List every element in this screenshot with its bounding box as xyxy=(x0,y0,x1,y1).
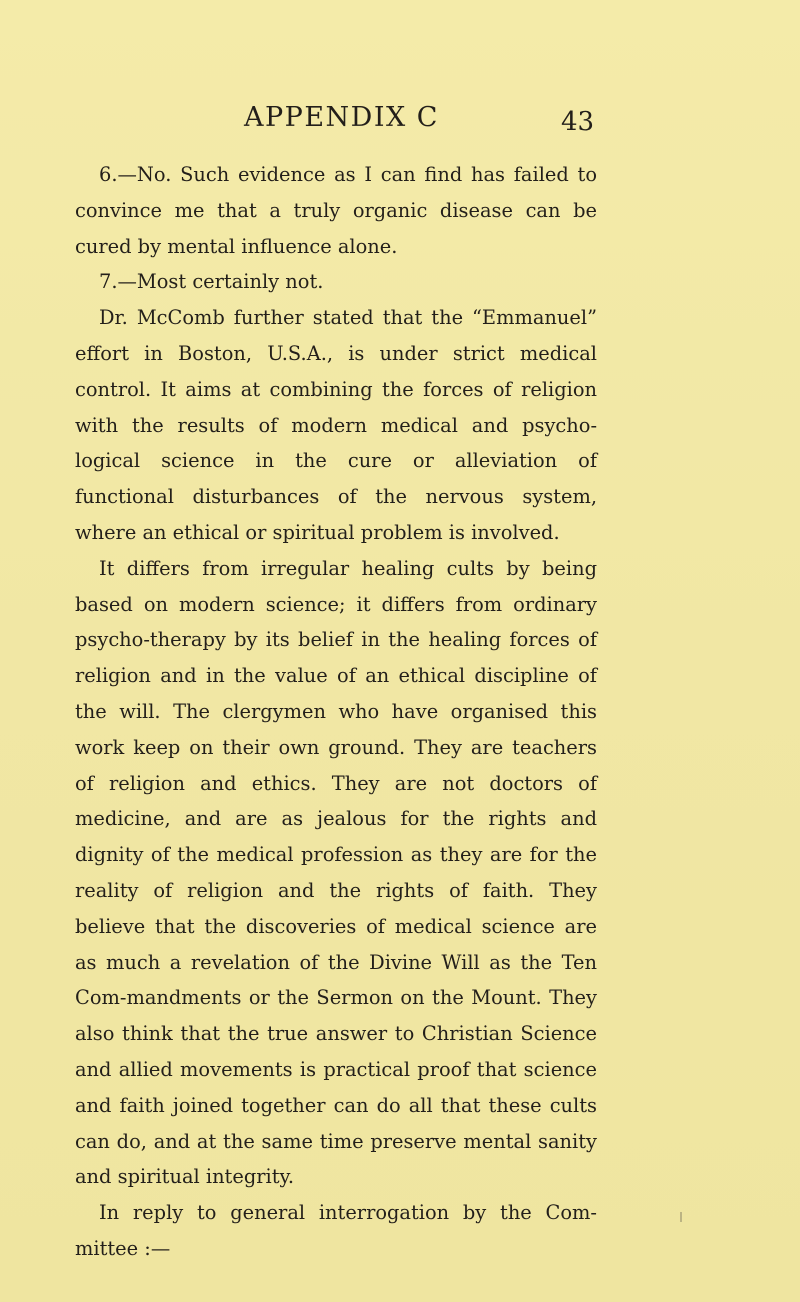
paragraph-answer-6: 6.—No. Such evidence as I can find has failed to convince me that a truly organic disease can be cured by mental influence alone. xyxy=(75,163,597,258)
paragraph-emmanuel-description: It differs from irregular healing cults by being based on modern science; it differs from ordinary psycho-therapy by its belief in the healing forces of religion and in the value of an ethical discipline of the will. The clergymen who have organised this work keep on their own ground. They are teachers of religion and ethics. They are not doctors of medicine, and are as jealous for the rights and dignity of the medical profession as they are for the reality of religion and the rights of faith. They believe that the discoveries of medical science are as much a revelation of the Divine Will as the Ten Com-mandments or the Sermon on the Mount. They also think that the true answer to Christian Science and allied movements is practical proof that science and faith joined together can do all that these cults can do, and at the same time preserve mental sanity and spiritual integrity. xyxy=(75,556,597,1189)
paragraph-committee-reply: In reply to general interrogation by the Com-mittee :— xyxy=(75,1201,597,1260)
paragraph-mccomb-statement: Dr. McComb further stated that the “Emmanuel” effort in Boston, U.S.A., is under strict medical control. It aims at combining the forces of religion with the results of modern medical and psycho-logical science in the cure or alleviation of functional disturbances of the nervous system, where an ethical or spiritual problem is involved. xyxy=(75,306,597,544)
running-head xyxy=(0,98,800,138)
body-text xyxy=(75,157,597,1267)
paragraph-answer-7: 7.—Most certainly not. xyxy=(99,270,324,294)
paper-speck xyxy=(680,1212,682,1222)
chapter-title: APPENDIX C xyxy=(244,102,439,133)
page-number: 43 xyxy=(561,107,595,137)
